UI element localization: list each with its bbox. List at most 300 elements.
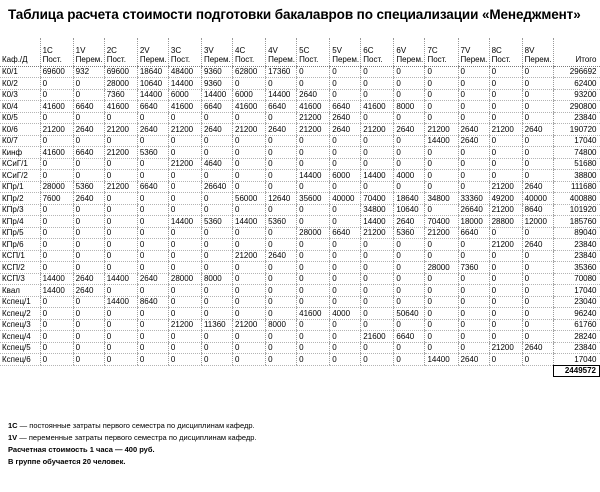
table-cell: 7360 — [104, 89, 137, 101]
table-cell: 0 — [40, 227, 73, 239]
table-cell: 0 — [104, 239, 137, 251]
table-cell: 0 — [489, 250, 522, 262]
table-row — [0, 354, 600, 366]
table-cell: 0 — [201, 250, 232, 262]
table-cell: 0 — [73, 158, 104, 170]
table-cell: 41600 — [168, 101, 201, 113]
table-cell: 0 — [458, 250, 489, 262]
row-total: 290800 — [553, 101, 599, 113]
row-total: 96240 — [553, 308, 599, 320]
table-cell: 0 — [458, 89, 489, 101]
table-cell: 21200 — [489, 204, 522, 216]
table-cell: 0 — [233, 181, 266, 193]
table-cell: 0 — [266, 308, 297, 320]
table-row — [0, 124, 600, 136]
column-header-4c — [233, 38, 266, 66]
table-row — [0, 170, 600, 182]
table-cell: 0 — [330, 204, 361, 216]
row-total: 17040 — [553, 285, 599, 297]
table-cell: 0 — [233, 262, 266, 274]
table-cell: 0 — [425, 319, 458, 331]
table-cell: 0 — [73, 331, 104, 343]
note-1v — [8, 432, 594, 444]
table-cell: 21200 — [168, 158, 201, 170]
table-cell: 0 — [330, 135, 361, 147]
table-cell: 0 — [394, 135, 425, 147]
table-cell: 0 — [522, 319, 553, 331]
table-cell: 0 — [361, 342, 394, 354]
table-cell: 0 — [233, 342, 266, 354]
table-cell: 0 — [233, 285, 266, 297]
table-cell: 0 — [201, 193, 232, 205]
row-total: 89040 — [553, 227, 599, 239]
table-cell: 0 — [330, 158, 361, 170]
table-cell: 14400 — [361, 216, 394, 228]
table-cell: 0 — [201, 308, 232, 320]
row-label: Кспец/5 — [0, 342, 40, 354]
table-cell: 0 — [73, 227, 104, 239]
table-cell: 0 — [489, 170, 522, 182]
table-cell: 6640 — [330, 227, 361, 239]
notes — [8, 420, 594, 468]
table-cell: 0 — [330, 239, 361, 251]
table-row — [0, 331, 600, 343]
table-cell: 0 — [330, 66, 361, 78]
table-cell: 9360 — [201, 78, 232, 90]
table-cell: 0 — [266, 204, 297, 216]
table-cell: 12640 — [266, 193, 297, 205]
table-cell: 0 — [522, 158, 553, 170]
table-cell: 0 — [201, 296, 232, 308]
table-cell: 0 — [266, 147, 297, 159]
table-cell: 0 — [266, 331, 297, 343]
column-header-8c — [489, 38, 522, 66]
table-cell: 0 — [137, 250, 168, 262]
table-cell: 0 — [266, 170, 297, 182]
table-cell: 0 — [168, 204, 201, 216]
table-cell: 12000 — [522, 216, 553, 228]
table-cell: 0 — [104, 354, 137, 366]
table-cell: 0 — [104, 250, 137, 262]
table-cell: 21200 — [361, 124, 394, 136]
column-code: 8V — [524, 45, 535, 55]
row-label: Кспец/2 — [0, 308, 40, 320]
column-code: 3V — [203, 45, 214, 55]
table-cell: 2640 — [73, 193, 104, 205]
table-cell: 0 — [489, 331, 522, 343]
row-label: К0/6 — [0, 124, 40, 136]
row-label: Кспец/4 — [0, 331, 40, 343]
table-cell: 0 — [168, 193, 201, 205]
table-cell: 6640 — [73, 147, 104, 159]
table-cell: 0 — [330, 285, 361, 297]
table-cell: 9360 — [201, 66, 232, 78]
row-label: КПр/1 — [0, 181, 40, 193]
table-cell: 0 — [458, 308, 489, 320]
table-cell: 28000 — [104, 78, 137, 90]
table-cell: 0 — [297, 319, 330, 331]
table-cell: 34800 — [425, 193, 458, 205]
table-row — [0, 342, 600, 354]
table-cell: 0 — [361, 89, 394, 101]
table-cell: 0 — [394, 250, 425, 262]
column-header-5v — [330, 38, 361, 66]
table-cell: 0 — [489, 319, 522, 331]
table-cell: 0 — [489, 354, 522, 366]
table-cell: 0 — [266, 296, 297, 308]
row-total: 17040 — [553, 135, 599, 147]
table-cell: 0 — [361, 354, 394, 366]
table-cell: 5360 — [394, 227, 425, 239]
table-cell: 18640 — [137, 66, 168, 78]
table-cell: 0 — [40, 308, 73, 320]
table-cell: 0 — [40, 216, 73, 228]
table-cell: 0 — [458, 296, 489, 308]
table-cell: 0 — [40, 331, 73, 343]
table-cell: 0 — [458, 66, 489, 78]
row-total: 62400 — [553, 78, 599, 90]
column-code: 1V — [75, 45, 86, 55]
row-label: КСиГ/1 — [0, 158, 40, 170]
table-cell: 0 — [297, 285, 330, 297]
table-cell: 0 — [137, 216, 168, 228]
note-1c-text: — постоянные затраты первого семестра по дисциплинам кафедр. — [17, 421, 255, 430]
column-header-1c — [40, 38, 73, 66]
row-total: 23040 — [553, 296, 599, 308]
table-cell: 0 — [361, 147, 394, 159]
row-label: Кспец/6 — [0, 354, 40, 366]
table-cell: 21200 — [40, 124, 73, 136]
table-cell: 8640 — [522, 204, 553, 216]
table-cell: 0 — [73, 112, 104, 124]
row-total: 38800 — [553, 170, 599, 182]
column-kind: Пост. — [235, 54, 255, 64]
table-cell: 0 — [394, 112, 425, 124]
cost-table — [0, 38, 600, 377]
table-cell: 14400 — [425, 135, 458, 147]
column-header-7v — [458, 38, 489, 66]
table-cell: 0 — [168, 147, 201, 159]
table-cell: 0 — [137, 112, 168, 124]
table-cell: 0 — [73, 262, 104, 274]
table-row — [0, 239, 600, 251]
column-header-4v — [266, 38, 297, 66]
table-cell: 0 — [40, 262, 73, 274]
table-cell: 0 — [168, 342, 201, 354]
table-cell: 0 — [73, 250, 104, 262]
table-cell: 0 — [522, 250, 553, 262]
table-cell: 28000 — [425, 262, 458, 274]
table-cell: 0 — [361, 250, 394, 262]
table-cell: 2640 — [297, 89, 330, 101]
table-cell: 14400 — [266, 89, 297, 101]
table-cell: 0 — [266, 181, 297, 193]
table-cell: 0 — [73, 319, 104, 331]
table-cell: 21200 — [233, 124, 266, 136]
table-cell: 0 — [137, 331, 168, 343]
table-cell: 40000 — [522, 193, 553, 205]
table-cell: 8000 — [201, 273, 232, 285]
table-row — [0, 181, 600, 193]
table-cell: 0 — [104, 262, 137, 274]
table-cell: 69600 — [40, 66, 73, 78]
table-cell: 0 — [297, 262, 330, 274]
table-cell: 0 — [297, 296, 330, 308]
table-row — [0, 308, 600, 320]
table-row — [0, 319, 600, 331]
table-cell: 14400 — [233, 216, 266, 228]
table-row — [0, 262, 600, 274]
table-cell: 62800 — [233, 66, 266, 78]
table-cell: 21200 — [168, 124, 201, 136]
table-cell: 0 — [168, 354, 201, 366]
table-cell: 0 — [104, 193, 137, 205]
table-cell: 0 — [330, 331, 361, 343]
row-total: 111680 — [553, 181, 599, 193]
column-header-2v — [137, 38, 168, 66]
column-kind: Перем. — [524, 54, 552, 64]
table-cell: 35600 — [297, 193, 330, 205]
column-code: 6V — [396, 45, 407, 55]
table-cell: 26640 — [458, 204, 489, 216]
table-cell: 6000 — [233, 89, 266, 101]
table-cell: 0 — [266, 342, 297, 354]
table-cell: 2640 — [201, 124, 232, 136]
table-cell: 6640 — [266, 101, 297, 113]
column-kind: Пост. — [299, 54, 319, 64]
table-cell: 14400 — [297, 170, 330, 182]
table-cell: 0 — [425, 112, 458, 124]
table-cell: 0 — [330, 250, 361, 262]
table-cell: 2640 — [73, 285, 104, 297]
table-cell: 21200 — [297, 124, 330, 136]
table-cell: 0 — [458, 239, 489, 251]
note-1c-term: 1C — [8, 421, 18, 430]
table-row — [0, 273, 600, 285]
table-cell: 2640 — [458, 354, 489, 366]
table-cell: 21200 — [104, 181, 137, 193]
grand-total-spacer — [0, 365, 553, 377]
table-cell: 0 — [137, 227, 168, 239]
table-cell: 0 — [394, 239, 425, 251]
table-cell: 0 — [233, 296, 266, 308]
table-cell: 0 — [137, 342, 168, 354]
table-cell: 932 — [73, 66, 104, 78]
table-cell: 2640 — [137, 273, 168, 285]
table-cell: 0 — [394, 158, 425, 170]
table-cell: 2640 — [330, 112, 361, 124]
column-header-7c — [425, 38, 458, 66]
table-cell: 0 — [297, 158, 330, 170]
table-row — [0, 250, 600, 262]
table-cell: 5360 — [201, 216, 232, 228]
table-cell: 0 — [361, 78, 394, 90]
table-cell: 0 — [522, 308, 553, 320]
table-cell: 0 — [297, 342, 330, 354]
row-total: 23840 — [553, 239, 599, 251]
table-cell: 0 — [522, 170, 553, 182]
table-cell: 41600 — [40, 147, 73, 159]
table-row — [0, 296, 600, 308]
table-cell: 21200 — [168, 319, 201, 331]
column-kind: Пост. — [427, 54, 447, 64]
table-cell: 18640 — [394, 193, 425, 205]
table-cell: 0 — [425, 204, 458, 216]
table-cell: 41600 — [297, 308, 330, 320]
table-cell: 0 — [394, 147, 425, 159]
table-cell: 0 — [104, 308, 137, 320]
table-cell: 21200 — [297, 112, 330, 124]
row-total: 51680 — [553, 158, 599, 170]
table-cell: 0 — [40, 319, 73, 331]
table-cell: 0 — [330, 296, 361, 308]
table-cell: 0 — [297, 78, 330, 90]
table-cell: 0 — [394, 262, 425, 274]
column-kind: Пост. — [363, 54, 383, 64]
table-cell: 0 — [168, 296, 201, 308]
table-cell: 14400 — [168, 78, 201, 90]
table-cell: 0 — [297, 135, 330, 147]
table-cell: 41600 — [104, 101, 137, 113]
table-cell: 0 — [458, 331, 489, 343]
table-cell: 5360 — [73, 181, 104, 193]
table-cell: 18000 — [458, 216, 489, 228]
table-cell: 2640 — [394, 124, 425, 136]
table-cell: 0 — [297, 204, 330, 216]
table-cell: 0 — [394, 285, 425, 297]
row-label: КПр/6 — [0, 239, 40, 251]
row-total: 28240 — [553, 331, 599, 343]
row-total: 17040 — [553, 354, 599, 366]
table-cell: 0 — [201, 135, 232, 147]
column-kind: Перем. — [203, 54, 231, 64]
table-cell: 0 — [266, 262, 297, 274]
table-cell: 0 — [73, 342, 104, 354]
table-cell: 0 — [458, 158, 489, 170]
table-cell: 0 — [297, 216, 330, 228]
table-row — [0, 204, 600, 216]
table-cell: 0 — [40, 250, 73, 262]
table-cell: 0 — [394, 89, 425, 101]
table-cell: 21200 — [233, 319, 266, 331]
row-total: 101920 — [553, 204, 599, 216]
table-cell: 28000 — [297, 227, 330, 239]
note-1v-term: 1V — [8, 433, 18, 442]
table-cell: 0 — [330, 181, 361, 193]
table-cell: 21200 — [104, 124, 137, 136]
table-cell: 5360 — [137, 147, 168, 159]
table-cell: 0 — [104, 342, 137, 354]
column-code: 2V — [139, 45, 150, 55]
column-header-2c — [104, 38, 137, 66]
table-cell: 0 — [425, 147, 458, 159]
table-cell: 6640 — [73, 101, 104, 113]
table-cell: 0 — [297, 66, 330, 78]
table-cell: 2640 — [522, 239, 553, 251]
table-cell: 7360 — [458, 262, 489, 274]
table-cell: 0 — [489, 112, 522, 124]
table-body — [0, 66, 600, 377]
table-cell: 5360 — [266, 216, 297, 228]
table-cell: 0 — [137, 285, 168, 297]
table-cell: 21200 — [489, 239, 522, 251]
table-cell: 8000 — [394, 101, 425, 113]
table-cell: 0 — [522, 262, 553, 274]
table-cell: 6000 — [330, 170, 361, 182]
table-row — [0, 66, 600, 78]
table-cell: 0 — [168, 285, 201, 297]
row-label: КСП/2 — [0, 262, 40, 274]
table-cell: 41600 — [297, 101, 330, 113]
table-cell: 2640 — [330, 124, 361, 136]
table-cell: 0 — [40, 158, 73, 170]
table-cell: 0 — [266, 158, 297, 170]
table-cell: 0 — [297, 273, 330, 285]
table-cell: 0 — [425, 296, 458, 308]
table-cell: 0 — [425, 170, 458, 182]
row-total: 61760 — [553, 319, 599, 331]
column-kind: Пост. — [170, 54, 191, 64]
table-cell: 14400 — [201, 89, 232, 101]
table-cell: 0 — [233, 78, 266, 90]
table-cell: 0 — [201, 262, 232, 274]
table-cell: 0 — [266, 227, 297, 239]
table-cell: 0 — [361, 285, 394, 297]
table-cell: 14400 — [168, 216, 201, 228]
column-code: 1C — [42, 45, 53, 55]
table-cell: 0 — [168, 308, 201, 320]
column-code: 7V — [460, 45, 471, 55]
table-cell: 0 — [425, 181, 458, 193]
row-total: 400880 — [553, 193, 599, 205]
table-cell: 0 — [330, 273, 361, 285]
table-cell: 0 — [168, 239, 201, 251]
table-cell: 0 — [104, 170, 137, 182]
column-header-6c — [361, 38, 394, 66]
table-cell: 14400 — [40, 285, 73, 297]
row-label: КСП/3 — [0, 273, 40, 285]
table-cell: 0 — [233, 354, 266, 366]
table-cell: 0 — [168, 112, 201, 124]
table-cell: 0 — [104, 227, 137, 239]
table-cell: 2640 — [73, 124, 104, 136]
table-cell: 0 — [489, 285, 522, 297]
row-label: Кспец/1 — [0, 296, 40, 308]
table-cell: 0 — [522, 101, 553, 113]
column-header-5c — [297, 38, 330, 66]
table-cell: 0 — [104, 112, 137, 124]
column-header-total: Итого — [553, 38, 599, 66]
table-cell: 0 — [330, 354, 361, 366]
table-cell: 0 — [489, 135, 522, 147]
table-cell: 14400 — [104, 296, 137, 308]
table-cell: 0 — [297, 250, 330, 262]
table-cell: 4640 — [201, 158, 232, 170]
column-code: 8C — [491, 45, 502, 55]
table-cell: 0 — [458, 342, 489, 354]
column-header-8v — [522, 38, 553, 66]
row-total: 93200 — [553, 89, 599, 101]
table-cell: 0 — [425, 285, 458, 297]
table-cell: 21200 — [425, 227, 458, 239]
table-cell: 0 — [40, 135, 73, 147]
table-cell: 0 — [73, 78, 104, 90]
table-cell: 0 — [522, 66, 553, 78]
table-header-row — [0, 38, 600, 66]
table-cell: 0 — [425, 308, 458, 320]
table-cell: 14400 — [104, 273, 137, 285]
table-cell: 21200 — [361, 227, 394, 239]
